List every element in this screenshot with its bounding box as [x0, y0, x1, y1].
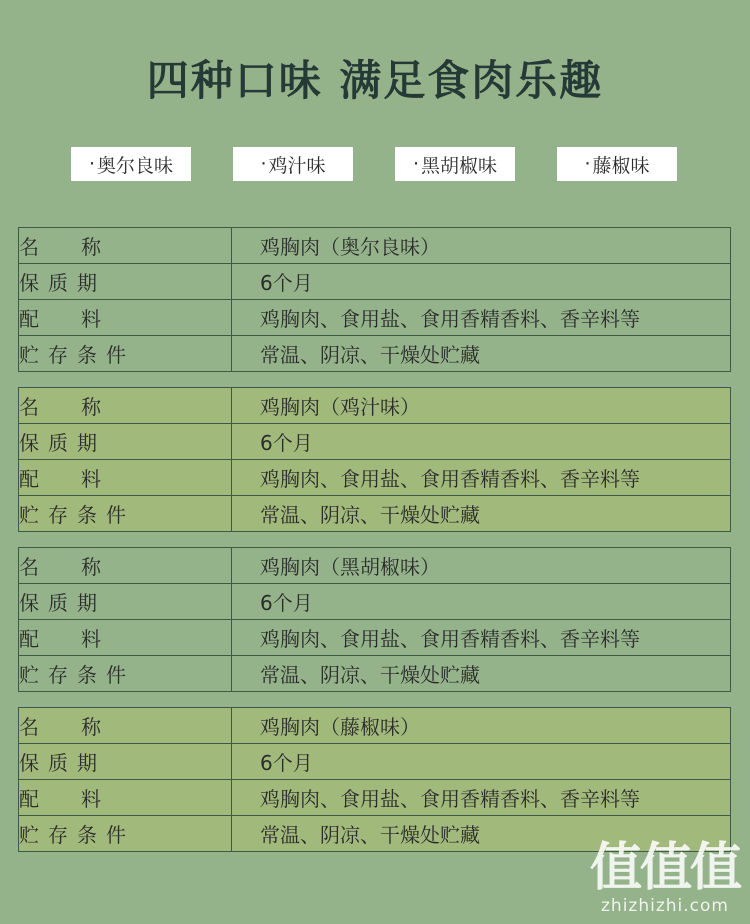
watermark-logo: 值值值 — [589, 838, 740, 898]
table-row — [19, 336, 731, 372]
storage-label: 贮存条件 — [19, 656, 232, 692]
shelf-life-value: 6个月 — [232, 424, 731, 460]
ingredients-value: 鸡胸肉、食用盐、食用香精香料、香辛料等 — [232, 620, 731, 656]
name-value: 鸡胸肉（鸡汁味） — [232, 388, 731, 424]
table-row — [19, 264, 731, 300]
table-row — [19, 620, 731, 656]
name-label: 名 称 — [19, 548, 232, 584]
table-row — [19, 300, 731, 336]
tab-vine-pepper-flavor[interactable] — [557, 147, 677, 181]
shelf-life-label: 保质期 — [19, 424, 232, 460]
name-value: 鸡胸肉（黑胡椒味） — [232, 548, 731, 584]
name-value: 鸡胸肉（奥尔良味） — [232, 228, 731, 264]
tab-black-pepper-flavor[interactable] — [395, 147, 515, 181]
table-row — [19, 780, 731, 816]
storage-label: 贮存条件 — [19, 496, 232, 532]
ingredients-label: 配 料 — [19, 620, 232, 656]
name-label: 名 称 — [19, 388, 232, 424]
spec-table-orleans — [18, 227, 731, 372]
bullet-dot: · — [88, 153, 96, 175]
spec-table-black-pepper — [18, 547, 731, 692]
table-row — [19, 584, 731, 620]
bullet-dot: · — [412, 153, 420, 175]
shelf-life-value: 6个月 — [232, 584, 731, 620]
table-row — [19, 708, 731, 744]
ingredients-value: 鸡胸肉、食用盐、食用香精香料、香辛料等 — [232, 460, 731, 496]
tab-label: 奥尔良味 — [97, 154, 174, 177]
table-row — [19, 744, 731, 780]
name-label: 名 称 — [19, 228, 232, 264]
shelf-life-value: 6个月 — [232, 264, 731, 300]
site-watermark — [590, 840, 740, 916]
ingredients-value: 鸡胸肉、食用盐、食用香精香料、香辛料等 — [232, 780, 731, 816]
storage-value: 常温、阴凉、干燥处贮藏 — [232, 656, 731, 692]
shelf-life-label: 保质期 — [19, 264, 232, 300]
ingredients-label: 配 料 — [19, 460, 232, 496]
table-row — [19, 460, 731, 496]
tab-label: 藤椒味 — [592, 154, 650, 177]
storage-label: 贮存条件 — [19, 816, 232, 852]
storage-label: 贮存条件 — [19, 336, 232, 372]
storage-value: 常温、阴凉、干燥处贮藏 — [232, 336, 731, 372]
ingredients-value: 鸡胸肉、食用盐、食用香精香料、香辛料等 — [232, 300, 731, 336]
tab-label: 黑胡椒味 — [421, 154, 498, 177]
table-row — [19, 424, 731, 460]
page-title: 四种口味 满足食肉乐趣 — [146, 56, 604, 105]
table-row — [19, 228, 731, 264]
shelf-life-value: 6个月 — [232, 744, 731, 780]
name-label: 名 称 — [19, 708, 232, 744]
flavor-tabs — [0, 147, 750, 181]
table-row — [19, 388, 731, 424]
storage-value: 常温、阴凉、干燥处贮藏 — [232, 816, 731, 852]
watermark-url: zhizhizhi.com — [601, 896, 729, 916]
ingredients-label: 配 料 — [19, 780, 232, 816]
tab-chicken-juice-flavor[interactable] — [233, 147, 353, 181]
shelf-life-label: 保质期 — [19, 584, 232, 620]
storage-value: 常温、阴凉、干燥处贮藏 — [232, 496, 731, 532]
spec-table-vine-pepper — [18, 707, 731, 852]
table-row — [19, 548, 731, 584]
tab-orleans-flavor[interactable] — [71, 147, 191, 181]
shelf-life-label: 保质期 — [19, 744, 232, 780]
ingredients-label: 配 料 — [19, 300, 232, 336]
spec-table-chicken-juice — [18, 387, 731, 532]
table-row — [19, 656, 731, 692]
table-row — [19, 496, 731, 532]
name-value: 鸡胸肉（藤椒味） — [232, 708, 731, 744]
tab-label: 鸡汁味 — [268, 154, 326, 177]
bullet-dot: · — [584, 153, 591, 175]
bullet-dot: · — [260, 153, 267, 175]
